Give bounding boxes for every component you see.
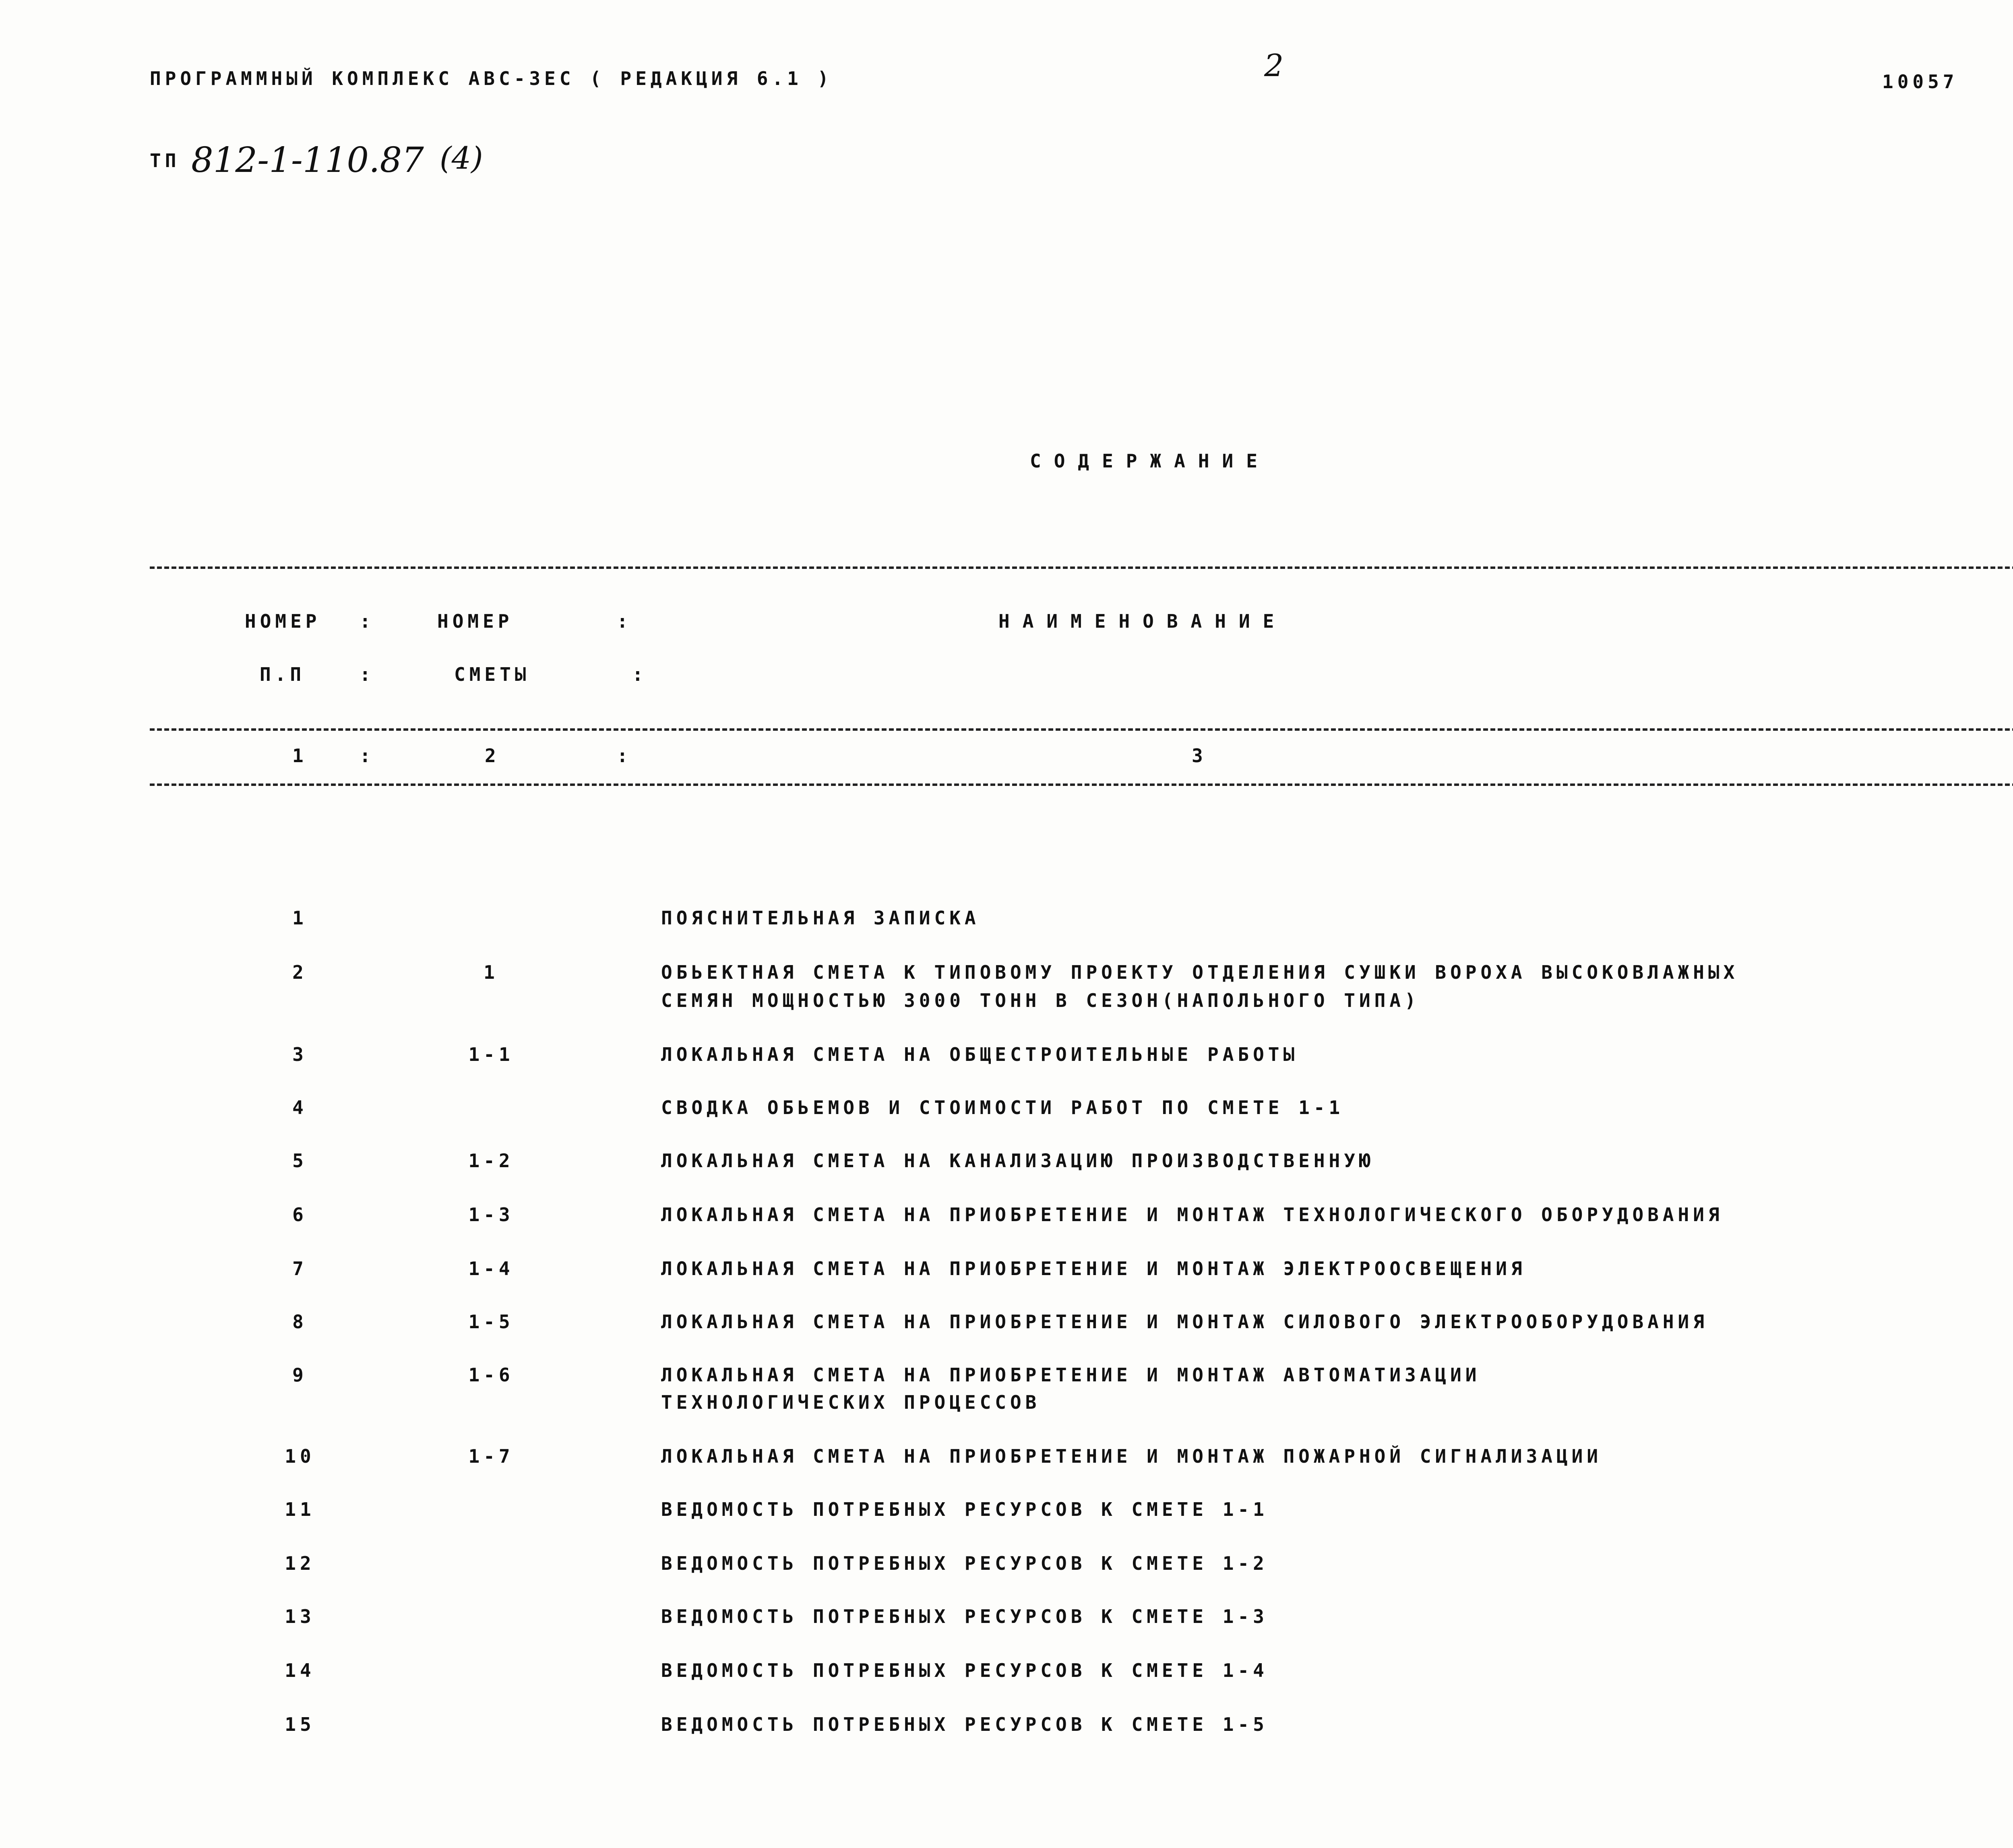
row-number: 1 [292,907,308,929]
header-separator: : [360,610,375,632]
row-number: 9 [292,1364,308,1386]
row-title: ЛОКАЛЬНАЯ СМЕТА НА ПРИОБРЕТЕНИЕ И МОНТАЖ СИЛОВОГО ЭЛЕКТРООБОРУДОВАНИЯ [661,1311,1708,1333]
row-smeta-number: 1-5 [468,1311,514,1333]
table-mid-rule [150,728,2013,731]
col-number-3: 3 [1192,745,1207,767]
col2-header-line1: НОМЕР [437,610,513,632]
col2-header-line2: СМЕТЫ [454,664,530,685]
header-separator: : [360,664,375,685]
row-smeta-number: 1 [484,961,499,983]
program-line: ПРОГРАММНЫЙ КОМПЛЕКС АВС-ЗЕС ( РЕДАКЦИЯ 6.1 ) [150,68,833,89]
row-number: 8 [292,1311,308,1333]
header-separator: : [617,745,632,767]
row-title: ВЕДОМОСТЬ ПОТРЕБНЫХ РЕСУРСОВ К СМЕТЕ 1-1 [661,1499,1268,1520]
row-title-continuation: ТЕХНОЛОГИЧЕСКИХ ПРОЦЕССОВ [661,1391,1041,1413]
row-number: 4 [292,1097,308,1118]
header-separator: : [617,610,632,632]
col1-header-line2: П.П [260,664,306,685]
row-title: СВОДКА ОБЬЕМОВ И СТОИМОСТИ РАБОТ ПО СМЕТЕ 1-1 [661,1097,1344,1118]
volume-number: (4) [440,140,483,176]
row-smeta-number: 1-7 [468,1445,514,1467]
row-title: ВЕДОМОСТЬ ПОТРЕБНЫХ РЕСУРСОВ К СМЕТЕ 1-4 [661,1660,1268,1681]
project-prefix: ТП [150,150,180,172]
row-title: ВЕДОМОСТЬ ПОТРЕБНЫХ РЕСУРСОВ К СМЕТЕ 1-3 [661,1606,1268,1627]
row-title: ЛОКАЛЬНАЯ СМЕТА НА ОБЩЕСТРОИТЕЛЬНЫЕ РАБОТЫ [661,1044,1299,1065]
row-smeta-number: 1-1 [468,1044,514,1065]
row-title: ВЕДОМОСТЬ ПОТРЕБНЫХ РЕСУРСОВ К СМЕТЕ 1-2 [661,1552,1268,1574]
document-code: 10057 [1882,71,1958,93]
page-title: СОДЕРЖАНИЕ [1030,450,1270,472]
row-number: 2 [292,961,308,983]
row-title: ЛОКАЛЬНАЯ СМЕТА НА ПРИОБРЕТЕНИЕ И МОНТАЖ ТЕХНОЛОГИЧЕСКОГО ОБОРУДОВАНИЯ [661,1204,1724,1226]
row-number: 10 [285,1445,315,1467]
row-smeta-number: 1-3 [468,1204,514,1226]
col1-header-line1: НОМЕР [245,610,321,632]
row-title: ЛОКАЛЬНАЯ СМЕТА НА ПРИОБРЕТЕНИЕ И МОНТАЖ ПОЖАРНОЙ СИГНАЛИЗАЦИИ [661,1445,1602,1467]
row-number: 13 [285,1606,315,1627]
row-number: 15 [285,1714,315,1735]
row-number: 11 [285,1499,315,1520]
row-title: ОБЬЕКТНАЯ СМЕТА К ТИПОВОМУ ПРОЕКТУ ОТДЕЛЕНИЯ СУШКИ ВОРОХА ВЫСОКОВЛАЖНЫХ [661,961,1739,983]
row-title: ЛОКАЛЬНАЯ СМЕТА НА ПРИОБРЕТЕНИЕ И МОНТАЖ АВТОМАТИЗАЦИИ [661,1364,1481,1386]
header-separator: : [360,745,375,767]
row-title: ЛОКАЛЬНАЯ СМЕТА НА КАНАЛИЗАЦИЮ ПРОИЗВОДСТВЕННУЮ [661,1150,1374,1172]
col-number-1: 1 [292,745,308,767]
row-number: 14 [285,1660,315,1681]
row-title: ПОЯСНИТЕЛЬНАЯ ЗАПИСКА [661,907,980,929]
row-title-continuation: СЕМЯН МОЩНОСТЬЮ 3000 ТОНН В СЕЗОН(НАПОЛЬНОГО ТИПА) [661,990,1420,1011]
table-top-rule [150,566,2013,569]
row-number: 12 [285,1552,315,1574]
row-title: ЛОКАЛЬНАЯ СМЕТА НА ПРИОБРЕТЕНИЕ И МОНТАЖ ЭЛЕКТРООСВЕЩЕНИЯ [661,1258,1526,1280]
row-title: ВЕДОМОСТЬ ПОТРЕБНЫХ РЕСУРСОВ К СМЕТЕ 1-5 [661,1714,1268,1735]
row-number: 6 [292,1204,308,1226]
page-number: 2 [1264,48,1284,83]
project-number: 812-1-110.87 [191,140,424,180]
col-number-2: 2 [485,745,500,767]
row-smeta-number: 1-4 [468,1258,514,1280]
row-number: 7 [292,1258,308,1280]
row-smeta-number: 1-2 [468,1150,514,1172]
row-smeta-number: 1-6 [468,1364,514,1386]
row-number: 5 [292,1150,308,1172]
table-bottom-rule [150,783,2013,786]
row-number: 3 [292,1044,308,1065]
header-separator: : [632,664,647,685]
col3-header: НАИМЕНОВАНИЕ [998,610,1287,632]
